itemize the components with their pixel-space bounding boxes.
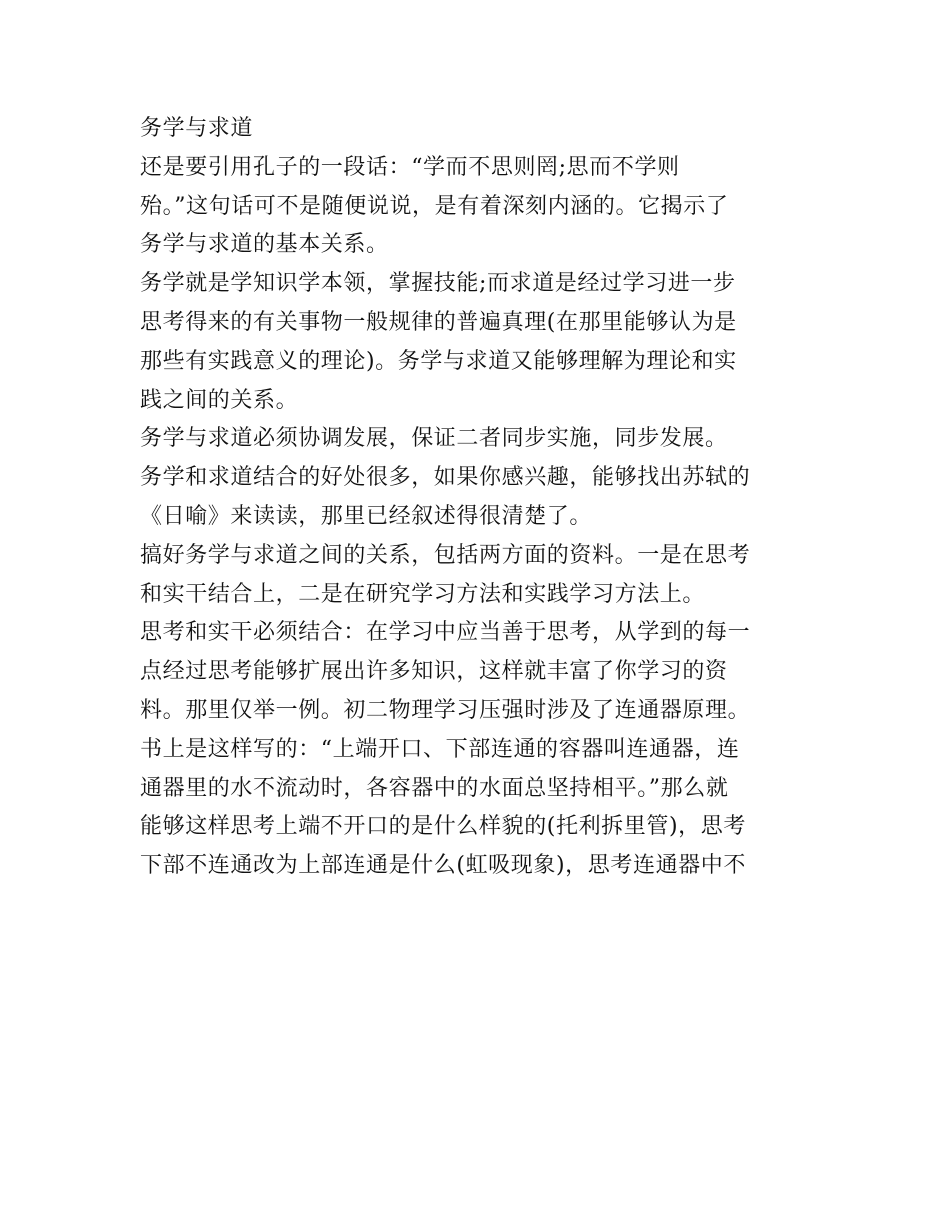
- text-line: 还是要引用孔子的一段话：“学而不思则罔;思而不学则: [140, 154, 680, 180]
- text-line: 践之间的关系。: [140, 387, 299, 413]
- document-body: [140, 110, 830, 886]
- text-line: 下部不连通改为上部连通是什么(虹吸现象)，思考连通器中不: [140, 853, 746, 879]
- text-line: 通器里的水不流动时，各容器中的水面总坚持相平。”那么就: [140, 775, 729, 801]
- document-title: 务学与求道: [140, 116, 254, 141]
- text-line: 务学与求道的基本关系。: [140, 232, 389, 258]
- text-line: 务学和求道结合的好处很多，如果你感兴趣，能够找出苏轼的: [140, 465, 751, 491]
- text-line: 点经过思考能够扩展出许多知识，这样就丰富了你学习的资: [140, 659, 728, 685]
- text-line: 书上是这样写的：“上端开口、下部连通的容器叫连通器，连: [140, 736, 740, 762]
- text-line: 《日喻》来读读，那里已经叙述得很清楚了。: [140, 503, 593, 529]
- text-line: 那些有实践意义的理论)。务学与求道又能够理解为理论和实: [140, 348, 737, 374]
- text-line: 和实干结合上，二是在研究学习方法和实践学习方法上。: [140, 581, 706, 607]
- text-line: 料。那里仅举一例。初二物理学习压强时涉及了连通器原理。: [140, 697, 751, 723]
- text-line: 殆。”这句话可不是随便说说，是有着深刻内涵的。它揭示了: [140, 193, 729, 219]
- text-line: 务学与求道必须协调发展，保证二者同步实施，同步发展。: [140, 426, 728, 452]
- text-line: 务学就是学知识学本领，掌握技能;而求道是经过学习进一步: [140, 271, 736, 297]
- text-line: 搞好务学与求道之间的关系，包括两方面的资料。一是在思考: [140, 542, 751, 568]
- text-line: 思考和实干必须结合：在学习中应当善于思考，从学到的每一: [140, 620, 751, 646]
- text-line: 思考得来的有关事物一般规律的普遍真理(在那里能够认为是: [140, 309, 737, 335]
- text-line: 能够这样思考上端不开口的是什么样貌的(托利拆里管)，思考: [140, 814, 746, 840]
